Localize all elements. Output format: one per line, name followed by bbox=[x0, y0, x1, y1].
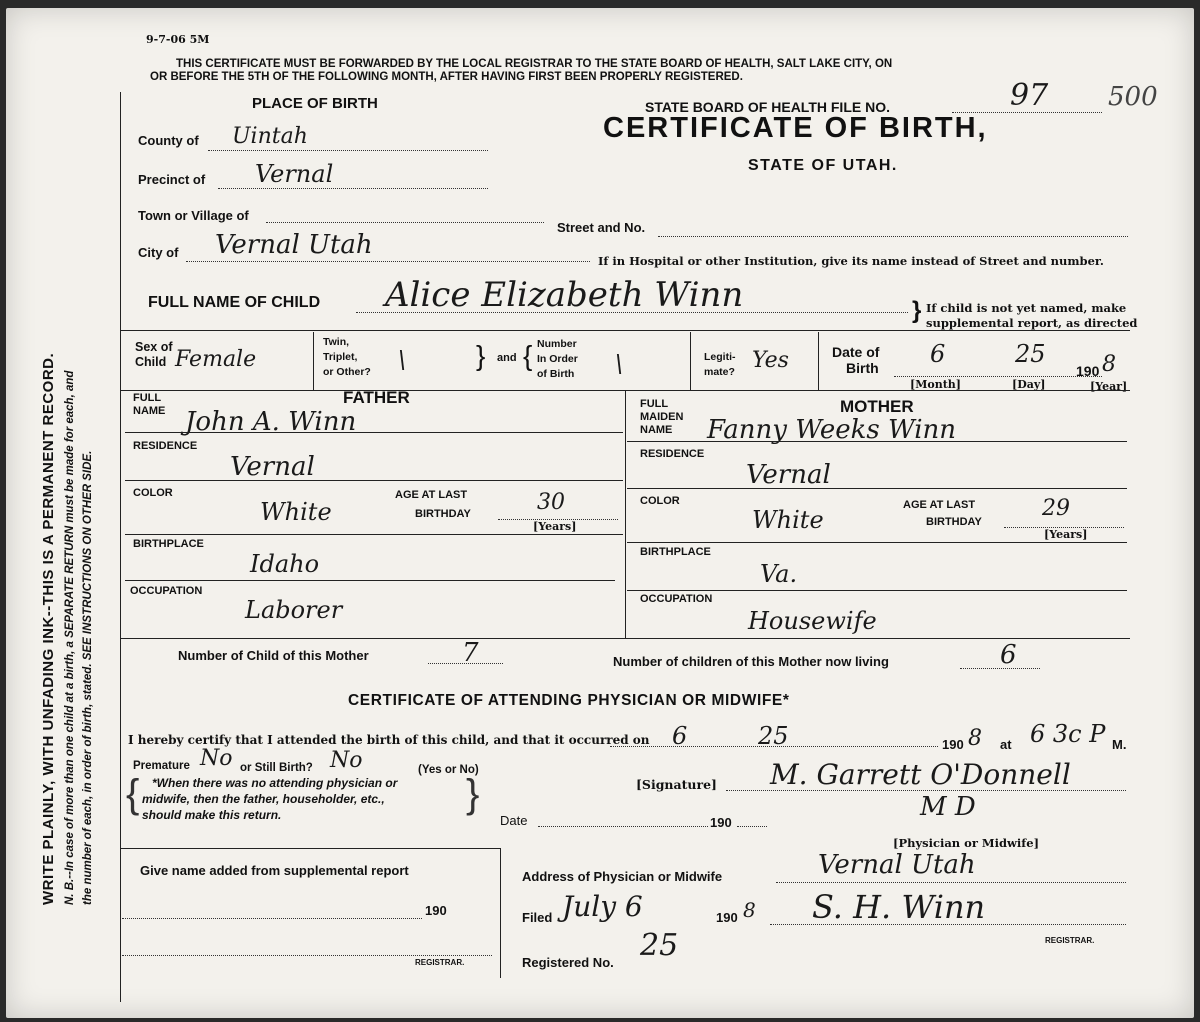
date-sign-line bbox=[538, 826, 708, 827]
city-value: Vernal Utah bbox=[215, 230, 373, 260]
sex-divider bbox=[313, 332, 314, 390]
child-name-value: Alice Elizabeth Winn bbox=[385, 275, 744, 315]
order-label-2: In Order bbox=[537, 353, 578, 365]
order-label-3: of Birth bbox=[537, 368, 575, 380]
father-color: White bbox=[260, 498, 332, 526]
birth-day: 25 bbox=[1015, 340, 1046, 368]
mother-name: Fanny Weeks Winn bbox=[707, 415, 957, 445]
mother-residence-line bbox=[627, 488, 1127, 489]
address-line bbox=[776, 882, 1126, 883]
mother-birthplace: Va. bbox=[760, 560, 798, 588]
legit-divider bbox=[690, 332, 691, 390]
file-no-label: STATE BOARD OF HEALTH FILE NO. bbox=[645, 99, 890, 115]
father-occupation: Laborer bbox=[245, 596, 343, 624]
mother-age: 29 bbox=[1042, 496, 1070, 521]
street-line bbox=[658, 236, 1128, 237]
county-label: County of bbox=[138, 133, 199, 148]
father-years-label: [Years] bbox=[533, 520, 577, 533]
supplemental-line bbox=[122, 918, 422, 919]
certificate-title: CERTIFICATE OF BIRTH, bbox=[603, 112, 988, 144]
place-of-birth-heading: PLACE OF BIRTH bbox=[252, 95, 378, 112]
mother-occupation: Housewife bbox=[748, 607, 877, 635]
town-line bbox=[266, 222, 544, 223]
mother-color-label: COLOR bbox=[640, 495, 680, 507]
order-brace: { bbox=[523, 340, 533, 371]
date-label: Date bbox=[500, 813, 528, 828]
father-name: John A. Winn bbox=[185, 407, 357, 437]
form-code: 9-7-06 5M bbox=[146, 33, 210, 46]
yes-no-label: (Yes or No) bbox=[418, 764, 479, 776]
left-border bbox=[120, 92, 121, 1002]
cert-time: 6 3c P bbox=[1030, 720, 1106, 748]
mother-name-label: NAME bbox=[640, 424, 673, 436]
mother-maiden-label: MAIDEN bbox=[640, 411, 684, 423]
father-residence-label: RESIDENCE bbox=[133, 440, 198, 452]
parents-bottom bbox=[120, 638, 1130, 639]
address-value: Vernal Utah bbox=[818, 850, 976, 880]
side-text-main: WRITE PLAINLY, WITH UNFADING INK--THIS IS A PERMANENT RECORD. bbox=[40, 352, 57, 905]
unnamed-note-2: supplemental report, as directed bbox=[926, 316, 1138, 330]
registered-value: 25 bbox=[640, 928, 679, 963]
notice-line-1: THIS CERTIFICATE MUST BE FORWARDED BY THE LOCAL REGISTRAR TO THE STATE BOARD OF HEALTH, SALT LAKE CITY, ON bbox=[176, 58, 893, 70]
mother-color: White bbox=[752, 506, 824, 534]
living-value: 6 bbox=[1000, 640, 1017, 670]
m-label: M. bbox=[1112, 737, 1127, 752]
mother-age-label-2: BIRTHDAY bbox=[926, 516, 982, 528]
date-year: 190 bbox=[710, 815, 732, 830]
father-age-label-2: BIRTHDAY bbox=[415, 508, 471, 520]
mother-heading: MOTHER bbox=[840, 397, 914, 416]
premature-label: Premature bbox=[133, 760, 190, 772]
father-birthplace-label: BIRTHPLACE bbox=[133, 538, 204, 550]
mother-full-label: FULL bbox=[640, 398, 669, 410]
legit-label-1: Legiti- bbox=[704, 351, 736, 363]
note-star-1: *When there was no attending physician or bbox=[152, 776, 398, 790]
father-name-label: NAME bbox=[133, 405, 166, 417]
father-heading: FATHER bbox=[343, 388, 410, 407]
father-color-line bbox=[125, 534, 623, 535]
mother-years-label: [Years] bbox=[1044, 528, 1088, 541]
child-number-label: Number of Child of this Mother bbox=[178, 648, 369, 663]
filed-year-prefix: 190 bbox=[716, 910, 738, 925]
year-label: [Year] bbox=[1090, 380, 1128, 393]
physician-or-midwife: [Physician or Midwife] bbox=[893, 836, 1040, 850]
signature-title: M D bbox=[920, 792, 976, 822]
father-age: 30 bbox=[537, 490, 565, 515]
sex-value: Female bbox=[175, 347, 257, 372]
physician-heading: CERTIFICATE OF ATTENDING PHYSICIAN OR MIDWIFE* bbox=[348, 692, 790, 709]
legit-value: Yes bbox=[752, 348, 789, 373]
town-label: Town or Village of bbox=[138, 208, 249, 223]
at-label: at bbox=[1000, 737, 1012, 752]
hospital-note: If in Hospital or other Institution, give its name instead of Street and number. bbox=[598, 254, 1104, 268]
mother-name-line bbox=[627, 441, 1127, 442]
county-value: Uintah bbox=[232, 124, 308, 149]
twin-brace: } bbox=[476, 340, 486, 371]
city-line bbox=[186, 261, 590, 262]
father-residence-line bbox=[125, 480, 623, 481]
note-brace-left: { bbox=[126, 772, 140, 816]
registered-label: Registered No. bbox=[522, 955, 614, 970]
mother-occupation-label: OCCUPATION bbox=[640, 593, 713, 605]
still-label: or Still Birth? bbox=[240, 762, 313, 774]
twin-label-2: Triplet, bbox=[323, 351, 358, 363]
still-value: No bbox=[330, 748, 363, 773]
registrar-label: REGISTRAR. bbox=[1045, 936, 1095, 945]
birth-year-suffix: 8 bbox=[1102, 352, 1116, 377]
note-brace-right: } bbox=[466, 772, 480, 816]
father-full-label: FULL bbox=[133, 392, 162, 404]
father-age-label-1: AGE AT LAST bbox=[395, 489, 468, 501]
filed-label: Filed bbox=[522, 910, 553, 925]
premature-value: No bbox=[200, 746, 233, 771]
filed-year-suffix: 8 bbox=[743, 898, 756, 922]
mother-color-line bbox=[627, 542, 1127, 543]
supplemental-label: Give name added from supplemental report bbox=[140, 863, 409, 878]
cert-year-prefix: 190 bbox=[942, 737, 964, 752]
parents-divider bbox=[625, 390, 626, 638]
father-residence: Vernal bbox=[230, 452, 315, 482]
unnamed-note-brace: } bbox=[912, 297, 922, 324]
month-label: [Month] bbox=[910, 378, 961, 391]
mother-residence: Vernal bbox=[746, 460, 831, 490]
twin-label-1: Twin, bbox=[323, 336, 350, 348]
mother-birthplace-label: BIRTHPLACE bbox=[640, 546, 711, 558]
precinct-label: Precinct of bbox=[138, 172, 206, 187]
supplemental-right bbox=[500, 848, 501, 978]
child-name-label: FULL NAME OF CHILD bbox=[148, 294, 321, 311]
date-year-line bbox=[737, 826, 767, 827]
city-label: City of bbox=[138, 245, 179, 260]
registrar-signature: S. H. Winn bbox=[812, 888, 986, 926]
date-label-2: Birth bbox=[846, 360, 879, 376]
father-occupation-label: OCCUPATION bbox=[130, 585, 203, 597]
living-label: Number of children of this Mother now living bbox=[613, 654, 889, 669]
and-label: and bbox=[497, 352, 517, 364]
mother-residence-label: RESIDENCE bbox=[640, 448, 705, 460]
supp-year: 190 bbox=[425, 903, 447, 918]
certify-text: I hereby certify that I attended the birth of this child, and that it occurred on bbox=[128, 733, 650, 747]
sex-row-top bbox=[120, 330, 1130, 331]
cert-month: 6 bbox=[672, 722, 688, 750]
date-label-1: Date of bbox=[832, 344, 880, 360]
certificate-subtitle: STATE OF UTAH. bbox=[748, 157, 898, 174]
file-no-extra: 500 bbox=[1108, 82, 1158, 112]
cert-day: 25 bbox=[758, 722, 789, 750]
mother-age-label-1: AGE AT LAST bbox=[903, 499, 976, 511]
twin-value: \ bbox=[398, 346, 407, 374]
precinct-value: Vernal bbox=[255, 160, 334, 188]
birth-month: 6 bbox=[930, 340, 946, 368]
day-label: [Day] bbox=[1012, 378, 1046, 391]
file-no-value: 97 bbox=[1010, 78, 1049, 113]
sex-label-2: Child bbox=[135, 355, 167, 369]
supp-registrar-label: REGISTRAR. bbox=[415, 958, 465, 967]
child-number-value: 7 bbox=[462, 638, 479, 668]
father-birthplace-line bbox=[125, 580, 615, 581]
date-divider bbox=[818, 332, 819, 390]
father-birthplace: Idaho bbox=[250, 550, 320, 578]
cert-year-suffix: 8 bbox=[968, 726, 982, 751]
side-text-note2: the number of each, in order of birth, stated. SEE INSTRUCTIONS ON OTHER SIDE. bbox=[82, 450, 94, 905]
note-star-2: midwife, then the father, householder, etc., bbox=[142, 792, 385, 806]
signature-value: M. Garrett O'Donnell bbox=[770, 758, 1071, 791]
twin-label-3: or Other? bbox=[323, 366, 371, 378]
filed-value: July 6 bbox=[562, 890, 643, 923]
notice-line-2: OR BEFORE THE 5TH OF THE FOLLOWING MONTH, AFTER HAVING FIRST BEEN PROPERLY REGISTERED. bbox=[150, 71, 743, 83]
county-line bbox=[208, 150, 488, 151]
date-line bbox=[894, 376, 1102, 377]
unnamed-note-1: If child is not yet named, make bbox=[926, 301, 1127, 315]
sex-label-1: Sex of bbox=[135, 340, 173, 354]
precinct-line bbox=[218, 188, 488, 189]
street-label: Street and No. bbox=[557, 220, 646, 235]
address-label: Address of Physician or Midwife bbox=[522, 869, 723, 884]
note-star-3: should make this return. bbox=[142, 808, 282, 822]
order-label-1: Number bbox=[537, 338, 577, 350]
father-color-label: COLOR bbox=[133, 487, 173, 499]
birth-year-prefix: 190 bbox=[1076, 363, 1100, 379]
father-name-line bbox=[125, 432, 623, 433]
order-value: \ bbox=[615, 350, 624, 378]
legit-label-2: mate? bbox=[704, 366, 735, 378]
side-text-note1: N. B.--In case of more than one child at a birth, a SEPARATE RETURN must be made for each, and bbox=[64, 370, 76, 905]
supplemental-top bbox=[120, 848, 500, 849]
supplemental-line-2 bbox=[122, 955, 492, 956]
signature-label: [Signature] bbox=[636, 777, 717, 792]
mother-birthplace-line bbox=[627, 590, 1127, 591]
